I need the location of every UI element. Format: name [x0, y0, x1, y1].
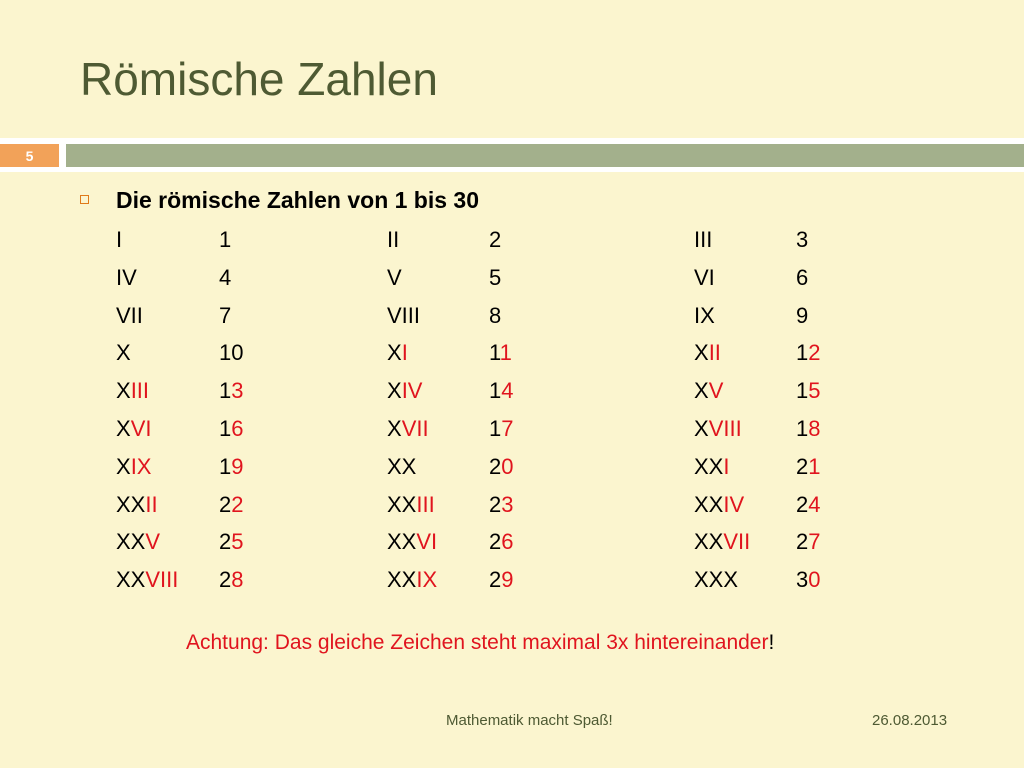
roman-highlight: VII: [401, 416, 429, 441]
roman-base: XX: [387, 567, 417, 593]
arabic-highlight: 9: [231, 453, 244, 479]
roman-numeral: [387, 340, 408, 366]
arabic-number: [796, 227, 808, 253]
roman-numeral: [694, 265, 715, 291]
roman-base: X: [387, 416, 402, 441]
arabic-number: [489, 340, 512, 366]
warning-exclamation: !: [768, 631, 775, 654]
roman-numeral: [694, 340, 721, 366]
roman-base: XX: [694, 491, 724, 517]
roman-base: XX: [694, 453, 724, 479]
roman-highlight: IV: [723, 491, 745, 517]
roman-numeral: [387, 378, 422, 404]
roman-base: III: [694, 227, 713, 252]
arabic-base: 1: [219, 378, 232, 404]
arabic-number: [796, 416, 821, 442]
arabic-number: [489, 265, 501, 291]
arabic-highlight: 4: [501, 378, 514, 404]
roman-numeral: [116, 378, 149, 404]
roman-numeral: [116, 529, 160, 555]
roman-numeral: [694, 567, 738, 593]
roman-base: XX: [694, 529, 724, 555]
arabic-number: [796, 492, 821, 518]
arabic-number: [489, 303, 501, 329]
arabic-number: [219, 567, 244, 593]
roman-numeral: [387, 492, 435, 518]
roman-base: X: [694, 416, 709, 441]
roman-base: XX: [387, 529, 417, 555]
arabic-number: [489, 492, 514, 518]
arabic-base: 2: [219, 567, 232, 593]
roman-highlight: IX: [130, 453, 152, 479]
arabic-highlight: 3: [501, 491, 514, 517]
arabic-base: 2: [489, 491, 502, 517]
arabic-highlight: 8: [808, 416, 821, 441]
arabic-number: [489, 529, 514, 555]
arabic-number: [796, 378, 821, 404]
footer-text: Mathematik macht Spaß!: [446, 712, 613, 729]
arabic-highlight: 0: [808, 567, 821, 593]
roman-highlight: IX: [416, 567, 438, 593]
roman-numeral: [116, 227, 122, 253]
roman-numeral: [387, 227, 399, 253]
roman-numeral: [694, 227, 712, 253]
roman-base: XX: [116, 567, 146, 593]
roman-base: XX: [387, 491, 417, 517]
roman-numeral: [694, 454, 729, 480]
roman-numeral: [387, 265, 402, 291]
arabic-highlight: 8: [231, 567, 244, 593]
roman-numeral: [116, 416, 151, 442]
arabic-highlight: 7: [808, 529, 821, 555]
arabic-number: [796, 454, 821, 480]
warning-text: Achtung: Das gleiche Zeichen steht maximal 3x hintereinander: [186, 631, 769, 654]
arabic-number: [796, 340, 821, 366]
arabic-highlight: 0: [501, 453, 514, 479]
roman-numeral: [694, 492, 744, 518]
roman-base: VIII: [387, 302, 421, 328]
arabic-number: [219, 416, 244, 442]
roman-base: X: [116, 453, 131, 479]
roman-base: X: [116, 416, 131, 441]
roman-base: VII: [116, 302, 143, 328]
roman-numeral: [387, 303, 420, 329]
arabic-base: 1: [219, 227, 232, 252]
roman-base: II: [387, 227, 400, 252]
arabic-number: [219, 265, 231, 291]
roman-highlight: VI: [130, 416, 152, 441]
arabic-number: [489, 567, 514, 593]
slide-title: Römische Zahlen: [80, 53, 438, 105]
arabic-number: [796, 303, 808, 329]
roman-highlight: II: [708, 340, 721, 366]
roman-highlight: III: [130, 378, 150, 404]
arabic-number: [796, 265, 808, 291]
arabic-number: [489, 454, 514, 480]
roman-numeral: [116, 492, 158, 518]
arabic-highlight: 6: [501, 529, 514, 555]
arabic-highlight: 1: [808, 453, 821, 479]
roman-highlight: V: [145, 529, 161, 555]
arabic-number: [796, 529, 821, 555]
roman-base: VI: [694, 264, 715, 290]
arabic-number: [219, 454, 244, 480]
roman-base: I: [116, 227, 123, 252]
roman-base: V: [387, 264, 402, 290]
arabic-base: 2: [796, 453, 809, 479]
roman-base: X: [116, 340, 131, 366]
roman-numeral: [116, 303, 143, 329]
arabic-highlight: 5: [808, 378, 821, 404]
arabic-base: 8: [489, 302, 502, 328]
roman-numeral: [694, 529, 750, 555]
roman-numeral: [694, 303, 715, 329]
arabic-number: [219, 340, 243, 366]
roman-numeral: [116, 567, 178, 593]
roman-base: X: [116, 378, 131, 404]
arabic-number: [489, 416, 514, 442]
bullet-square-icon: [80, 195, 89, 204]
arabic-base: 1: [796, 340, 809, 366]
roman-numeral: [694, 416, 742, 442]
roman-numeral: [387, 454, 416, 480]
arabic-base: 1: [489, 416, 502, 441]
arabic-base: 1: [489, 378, 502, 404]
roman-highlight: VIII: [708, 416, 742, 441]
arabic-highlight: 1: [499, 340, 512, 366]
arabic-base: 6: [796, 264, 809, 290]
roman-numeral: [387, 567, 437, 593]
roman-base: X: [387, 378, 402, 404]
arabic-base: 2: [489, 529, 502, 555]
arabic-number: [219, 227, 231, 253]
arabic-number: [219, 378, 244, 404]
warning-note: [186, 631, 774, 655]
header-bar: [66, 144, 1024, 167]
arabic-base: 2: [489, 567, 502, 593]
roman-highlight: IV: [401, 378, 423, 404]
arabic-number: [796, 567, 821, 593]
arabic-highlight: 5: [231, 529, 244, 555]
roman-base: IV: [116, 264, 137, 290]
arabic-number: [489, 378, 514, 404]
roman-numeral: [116, 265, 137, 291]
arabic-base: 2: [489, 227, 502, 252]
arabic-highlight: 3: [231, 378, 244, 404]
arabic-highlight: 7: [501, 416, 514, 441]
roman-base: X: [387, 340, 402, 366]
footer-date: 26.08.2013: [872, 712, 948, 729]
arabic-base: 3: [796, 567, 809, 593]
arabic-base: 7: [219, 302, 232, 328]
roman-highlight: VIII: [145, 567, 179, 593]
roman-base: XX: [116, 529, 146, 555]
roman-base: XX: [387, 453, 417, 479]
roman-highlight: I: [401, 340, 408, 366]
roman-numeral: [387, 416, 429, 442]
arabic-number: [219, 303, 231, 329]
arabic-base: 1: [796, 416, 809, 441]
roman-highlight: II: [145, 491, 158, 517]
arabic-highlight: 9: [501, 567, 514, 593]
arabic-base: 2: [219, 529, 232, 555]
roman-numeral: [387, 529, 437, 555]
roman-highlight: V: [708, 378, 724, 404]
arabic-base: 4: [219, 264, 232, 290]
roman-highlight: I: [723, 453, 730, 479]
arabic-base: 1: [489, 340, 500, 366]
roman-highlight: VII: [723, 529, 751, 555]
roman-numeral: [116, 454, 151, 480]
arabic-base: 2: [796, 529, 809, 555]
arabic-base: 2: [796, 491, 809, 517]
bullet-heading: Die römische Zahlen von 1 bis 30: [116, 187, 480, 213]
arabic-base: 10: [219, 340, 244, 366]
arabic-number: [489, 227, 501, 253]
arabic-number: [219, 492, 244, 518]
arabic-base: 9: [796, 302, 809, 328]
roman-base: X: [694, 340, 709, 366]
arabic-base: 5: [489, 264, 502, 290]
arabic-highlight: 2: [231, 491, 244, 517]
roman-highlight: III: [416, 491, 435, 517]
roman-numeral: [116, 340, 131, 366]
arabic-base: 2: [219, 491, 232, 517]
roman-base: IX: [694, 302, 715, 328]
roman-numeral: [694, 378, 723, 404]
arabic-number: [219, 529, 244, 555]
roman-base: XX: [116, 491, 146, 517]
arabic-highlight: 4: [808, 491, 821, 517]
arabic-base: 1: [219, 416, 232, 441]
roman-base: XXX: [694, 567, 739, 593]
arabic-base: 1: [796, 378, 809, 404]
roman-base: X: [694, 378, 709, 404]
arabic-highlight: 2: [808, 340, 821, 366]
arabic-base: 2: [489, 453, 502, 479]
arabic-base: 3: [796, 227, 809, 252]
arabic-base: 1: [219, 453, 232, 479]
arabic-highlight: 6: [231, 416, 244, 441]
slide-number-badge: 5: [0, 144, 59, 167]
roman-highlight: VI: [416, 529, 438, 555]
